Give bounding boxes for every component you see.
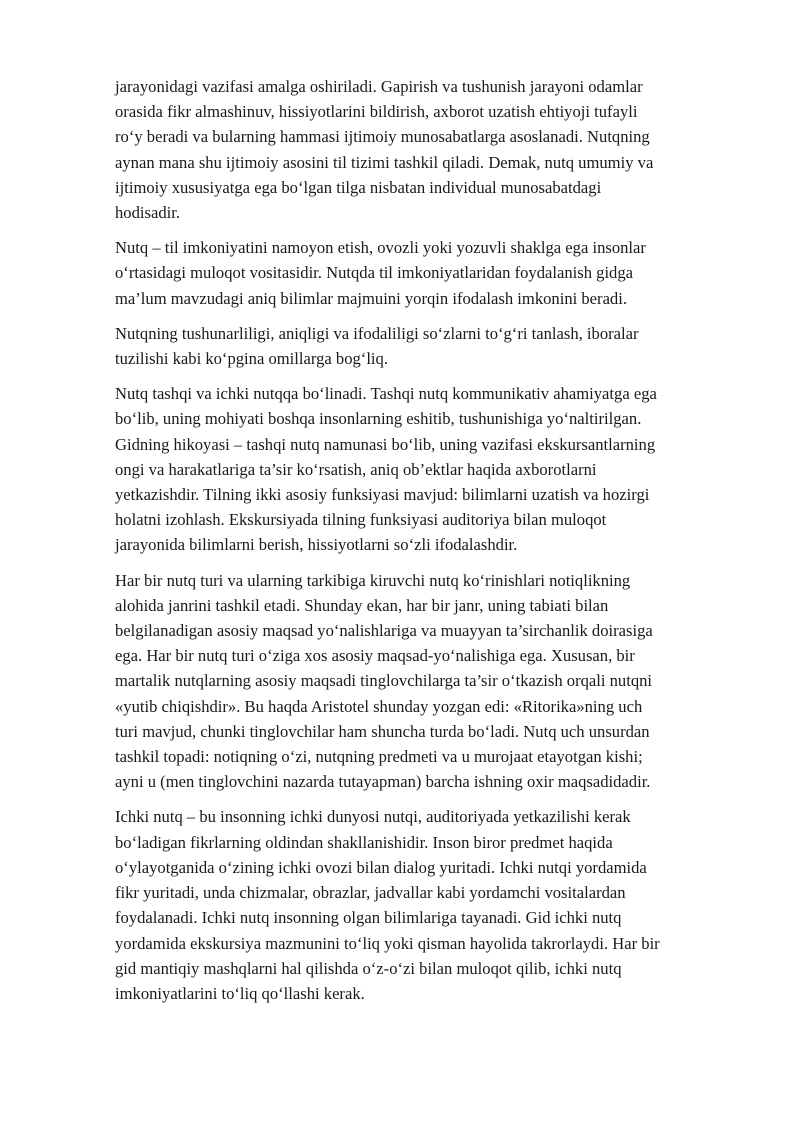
text-line: Gidning hikoyasi – tashqi nutq namunasi bo‘lib, uning vazifasi ekskursantlarning [115, 434, 656, 454]
text-line: fikr yuritadi, unda chizmalar, obrazlar, jadvallar kabi yordamchi vositalardan [115, 883, 626, 903]
text-line: turi mavjud, chunki tinglovchilar ham shuncha turda bo‘ladi. Nutq uch unsurdan [115, 721, 650, 741]
text-line: o‘ylayotganida o‘zining ichki ovozi bilan dialog yuritadi. Ichki nutqi yordamida [115, 857, 647, 877]
text-line: ro‘y beradi va bularning hammasi ijtimoiy munosabatlarga asoslanadi. Nutqning [115, 127, 650, 147]
text-line: hodisadir. [115, 203, 180, 223]
text-line: ayni u (men tinglovchini nazarda tutayapman) barcha ishning oxir maqsadidadir. [115, 772, 651, 792]
paragraph-3 [115, 321, 735, 371]
paragraph-1 [115, 74, 735, 225]
text-line: Ichki nutq – bu insonning ichki dunyosi nutqi, auditoriyada yetkazilishi kerak [115, 807, 631, 827]
text-line: bo‘ladigan fikrlarning oldindan shakllanishidir. Inson biror predmet haqida [115, 832, 613, 852]
paragraph-2 [115, 235, 735, 311]
text-line: yordamida ekskursiya mazmunini to‘liq yoki qisman hayolida takrorlaydi. Har bir [115, 933, 660, 953]
paragraph-4 [115, 381, 735, 557]
text-line: tashkil topadi: notiqning o‘zi, nutqning predmeti va u murojaat etayotgan kishi; [115, 747, 643, 767]
text-line: jarayonidagi vazifasi amalga oshiriladi. Gapirish va tushunish jarayoni odamlar [115, 77, 643, 96]
text-line: Har bir nutq turi va ularning tarkibiga kiruvchi nutq ko‘rinishlari notiqlikning [115, 570, 631, 590]
text-line: o‘rtasidagi muloqot vositasidir. Nutqda til imkoniyatlaridan foydalanish gidga [115, 263, 634, 283]
text-line: ongi va harakatlariga ta’sir ko‘rsatish, aniq ob’ektlar haqida axborotlarni [115, 459, 597, 479]
text-line: ma’lum mavzudagi aniq bilimlar majmuini yorqin ifodalash imkonini beradi. [115, 288, 627, 308]
text-line: tuzilishi kabi ko‘pgina omillarga bog‘liq. [115, 349, 388, 369]
paragraph-5 [115, 568, 735, 795]
text-line: alohida janrini tashkil etadi. Shunday ekan, har bir janr, uning tabiati bilan [115, 595, 609, 615]
text-line: gid mantiqiy mashqlarni hal qilishda o‘z-o‘zi bilan muloqot qilib, ichki nutq [115, 958, 622, 978]
text-line: aynan mana shu ijtimoiy asosini til tizimi tashkil qiladi. Demak, nutq umumiy va [115, 152, 654, 172]
paragraph-6 [115, 804, 735, 1006]
text-line: foydalanadi. Ichki nutq insonning olgan bilimlariga tayanadi. Gid ichki nutq [115, 908, 622, 928]
text-line: Nutq – til imkoniyatini namoyon etish, ovozli yoki yozuvli shaklga ega insonlar [115, 238, 646, 258]
text-line: ega. Har bir nutq turi o‘ziga xos asosiy maqsad-yo‘nalishiga ega. Xususan, bir [115, 646, 635, 666]
text-line: yetkazishdir. Tilning ikki asosiy funksiyasi mavjud: bilimlarni uzatish va hozirgi [115, 485, 650, 505]
text-line: holatni izohlash. Ekskursiyada tilning funksiyasi auditoriya bilan muloqot [115, 510, 607, 530]
text-line: Nutq tashqi va ichki nutqqa bo‘linadi. Tashqi nutq kommunikativ ahamiyatga ega [115, 384, 657, 404]
text-line: jarayonida bilimlarni berish, hissiyotlarni so‘zli ifodalashdir. [115, 535, 518, 555]
document-page [115, 74, 735, 1016]
text-line: ijtimoiy xususiyatga ega bo‘lgan tilga nisbatan individual munosabatdagi [115, 177, 602, 197]
text-line: imkoniyatlarini to‘liq qo‘llashi kerak. [115, 983, 365, 1003]
text-line: «yutib chiqishdir». Bu haqda Aristotel shunday yozgan edi: «Ritorika»ning uch [115, 696, 643, 716]
text-line: belgilanadigan asosiy maqsad yo‘nalishlariga va muayyan ta’sirchanlik doirasiga [115, 621, 653, 641]
text-line: Nutqning tushunarliligi, aniqligi va ifodaliligi so‘zlarni to‘g‘ri tanlash, iboralar [115, 323, 639, 343]
text-line: bo‘lib, uning mohiyati boshqa insonlarning eshitib, tushunishiga yo‘naltirilgan. [115, 409, 642, 429]
text-line: martalik nutqlarning asosiy maqsadi tinglovchilarga ta’sir o‘tkazish orqali nutqni [115, 671, 653, 691]
text-line: orasida fikr almashinuv, hissiyotlarini bildirish, axborot uzatish ehtiyoji tufayli [115, 102, 638, 122]
